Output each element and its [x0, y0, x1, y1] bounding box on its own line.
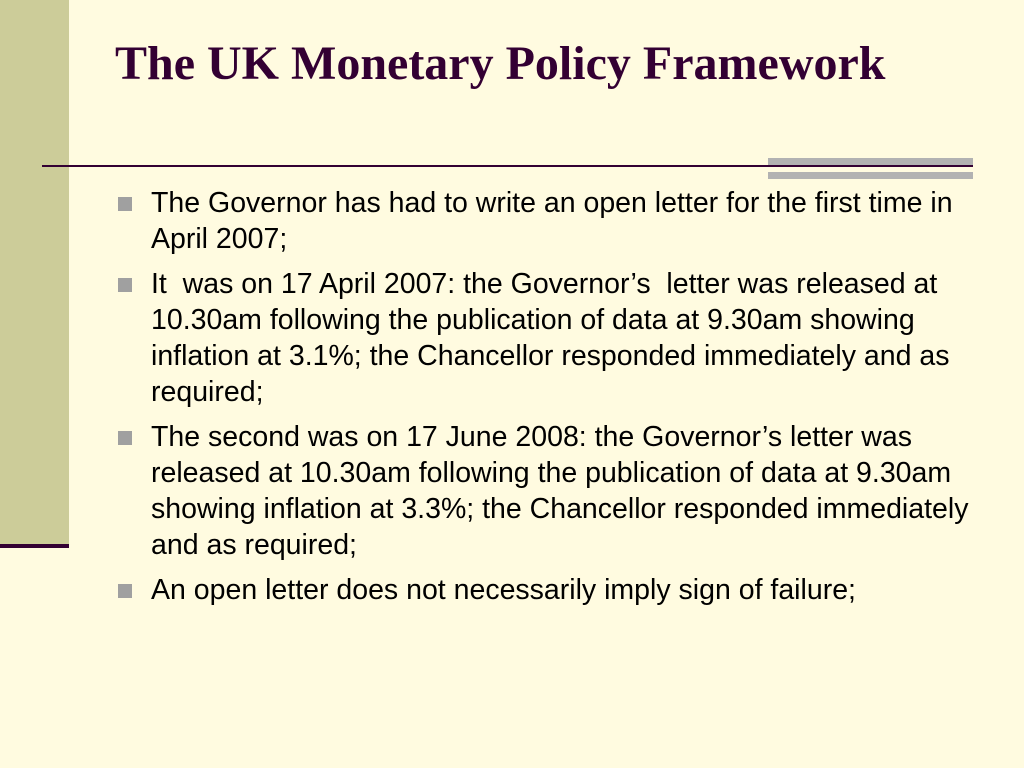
bullet-list — [116, 185, 976, 617]
bullet-item — [116, 185, 976, 257]
bullet-text: It was on 17 April 2007: the Governor’s letter was released at 10.30am following the publication of data at 9.30am showing inflation at 3.1%; the Chancellor responded immediately and as required; — [151, 268, 958, 408]
accent-bars — [768, 158, 973, 179]
square-bullet-icon — [118, 584, 132, 598]
bullet-text: The Governor has had to write an open letter for the first time in April 2007; — [151, 187, 953, 255]
accent-bar-top — [768, 158, 973, 165]
slide-title: The UK Monetary Policy Framework — [115, 37, 886, 90]
left-decorative-band — [0, 0, 69, 545]
left-band-rule — [0, 544, 69, 548]
bullet-item — [116, 419, 976, 563]
square-bullet-icon — [118, 431, 132, 445]
bullet-item — [116, 266, 976, 410]
bullet-item — [116, 572, 976, 608]
bullet-text: An open letter does not necessarily imply sign of failure; — [151, 574, 856, 606]
square-bullet-icon — [118, 278, 132, 292]
square-bullet-icon — [118, 197, 132, 211]
accent-bar-bottom — [768, 172, 973, 179]
bullet-text: The second was on 17 June 2008: the Governor’s letter was released at 10.30am following the publication of data at 9.30am showing inflation at 3.3%; the Chancellor responded immediately and as required; — [151, 421, 969, 561]
